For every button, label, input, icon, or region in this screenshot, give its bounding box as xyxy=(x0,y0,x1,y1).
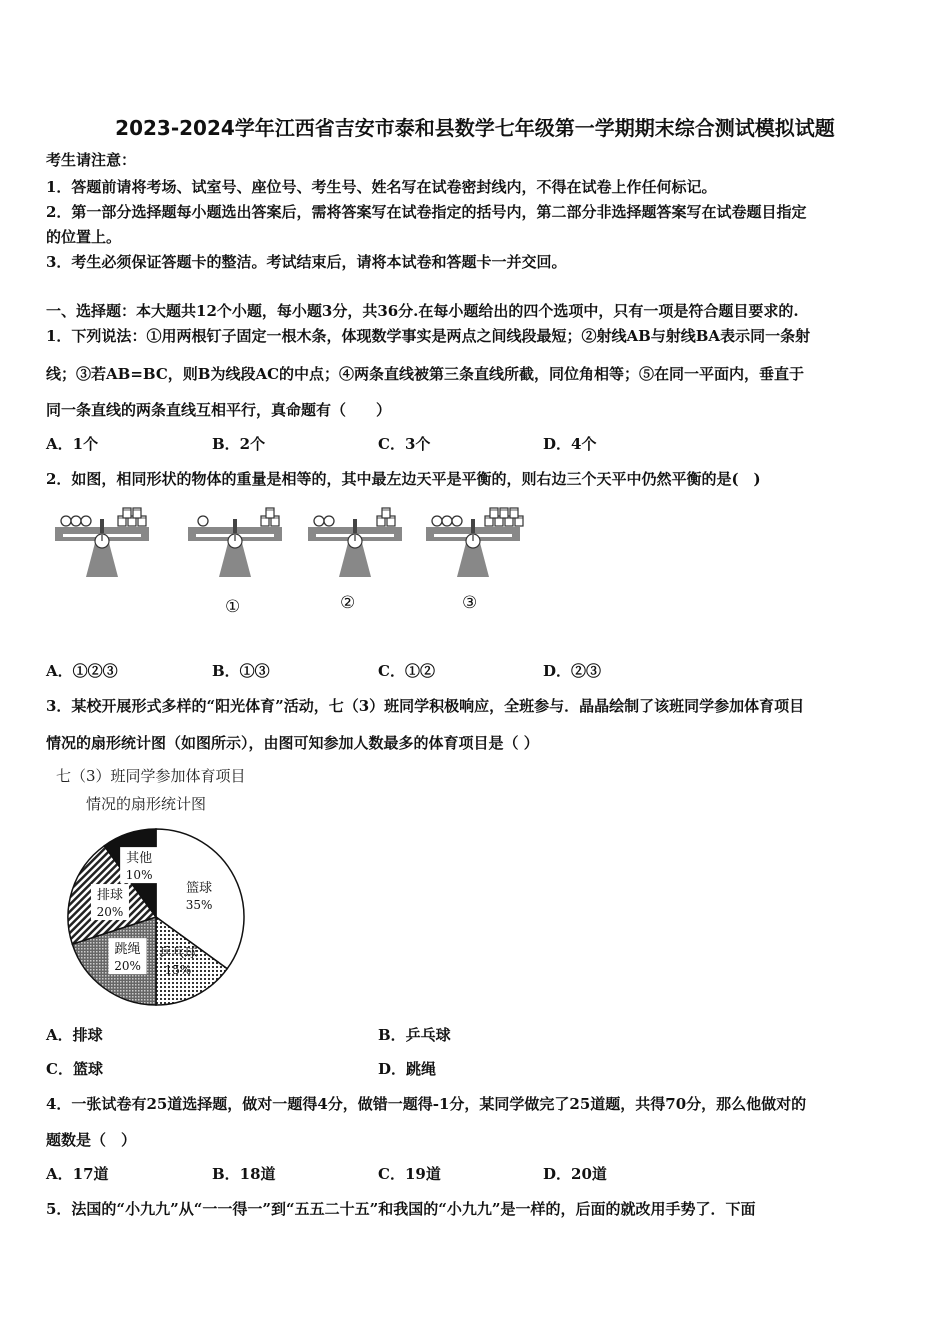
pie-label-name-2: 乒乓球 xyxy=(158,946,198,962)
balance-label-1: ① xyxy=(225,597,241,617)
pie-chart xyxy=(48,762,268,1012)
section-heading: 一、选择题：本大题共12个小题，每小题3分，共36分.在每小题给出的四个选项中，只有一项是符合题目要求的. xyxy=(46,302,799,320)
q4-option-c: C．19道 xyxy=(378,1165,441,1183)
balance-label-3: ③ xyxy=(462,593,478,613)
q2-stem: 2．如图，相同形状的物体的重量是相等的，其中最左边天平是平衡的，则右边三个天平中仍然平衡的是( ) xyxy=(46,470,761,488)
q2-option-c: C．①② xyxy=(378,662,435,680)
q1-option-b: B．2个 xyxy=(212,435,266,453)
q3-option-a: A．排球 xyxy=(46,1026,103,1044)
balance-3 xyxy=(426,508,523,577)
pie-label-name-5: 其他 xyxy=(126,851,153,867)
pie-label-name-1: 篮球 xyxy=(186,881,213,897)
q1-line-1: 1．下列说法：①用两根钉子固定一根木条，体现数学事实是两点之间线段最短；②射线AB与射线BA表示同一条射 xyxy=(46,327,811,345)
q1-line-2: 线；③若AB=BC，则B为线段AC的中点；④两条直线被第三条直线所截，同位角相等；⑤在同一平面内，垂直于 xyxy=(46,365,805,383)
q1-option-a: A．1个 xyxy=(46,435,99,453)
pie-label-value-4: 20% xyxy=(96,905,124,920)
notice-item-2-cont: 的位置上。 xyxy=(46,228,122,246)
balance-label-2: ② xyxy=(340,593,356,613)
page-title: 2023-2024学年江西省吉安市泰和县数学七年级第一学期期末综合测试模拟试题 xyxy=(115,116,835,140)
q4-line-1: 4．一张试卷有25道选择题，做对一题得4分，做错一题得-1分，某同学做完了25道题，共得70分，那么他做对的 xyxy=(46,1095,807,1113)
q2-option-d: D．②③ xyxy=(543,662,602,680)
balance-2 xyxy=(308,508,402,577)
q1-option-d: D．4个 xyxy=(543,435,597,453)
q3-option-d: D．跳绳 xyxy=(378,1060,437,1078)
notice-item-2: 2．第一部分选择题每小题选出答案后，需将答案写在试卷指定的括号内，第二部分非选择题答案写在试卷题目指定 xyxy=(46,203,807,221)
pie-label-name-3: 跳绳 xyxy=(114,942,141,958)
notice-item-3: 3．考生必须保证答题卡的整洁。考试结束后，请将本试卷和答题卡一并交回。 xyxy=(46,253,567,271)
notice-heading: 考生请注意： xyxy=(46,151,137,169)
q1-option-c: C．3个 xyxy=(378,435,431,453)
balance-figure xyxy=(50,505,530,620)
q2-option-a: A．①②③ xyxy=(46,662,118,680)
q4-option-a: A．17道 xyxy=(46,1165,109,1183)
q5-line-1: 5．法国的“小九九”从“一一得一”到“五五二十五”和我国的“小九九”是一样的，后面的就改用手势了．下面 xyxy=(46,1200,756,1218)
balance-base xyxy=(55,508,149,577)
pie-label-value-3: 20% xyxy=(114,959,141,974)
q3-option-b: B．乒乓球 xyxy=(378,1026,451,1044)
pie-label-value-1: 35% xyxy=(185,898,213,913)
q4-option-d: D．20道 xyxy=(543,1165,607,1183)
pie-label-value-2: 15% xyxy=(164,963,192,978)
q4-option-b: B．18道 xyxy=(212,1165,276,1183)
pie-label-value-5: 10% xyxy=(125,868,153,883)
q2-option-b: B．①③ xyxy=(212,662,270,680)
q3-option-c: C．篮球 xyxy=(46,1060,103,1078)
q4-line-2: 题数是（ ） xyxy=(46,1131,137,1149)
q3-line-2: 情况的扇形统计图（如图所示），由图可知参加人数最多的体育项目是（ ） xyxy=(46,734,539,752)
balance-1 xyxy=(188,508,282,577)
pie-label-name-4: 排球 xyxy=(96,888,123,904)
notice-item-1: 1．答题前请将考场、试室号、座位号、考生号、姓名写在试卷密封线内，不得在试卷上作任何标记。 xyxy=(46,178,717,196)
q3-line-1: 3．某校开展形式多样的“阳光体育”活动，七（3）班同学积极响应，全班参与．晶晶绘制了该班同学参加体育项目 xyxy=(46,697,805,715)
q1-line-3: 同一条直线的两条直线互相平行，真命题有（ ） xyxy=(46,401,392,419)
chart-title: 七（3）班同学参加体育项目 xyxy=(56,767,246,785)
chart-subtitle: 情况的扇形统计图 xyxy=(86,795,207,813)
